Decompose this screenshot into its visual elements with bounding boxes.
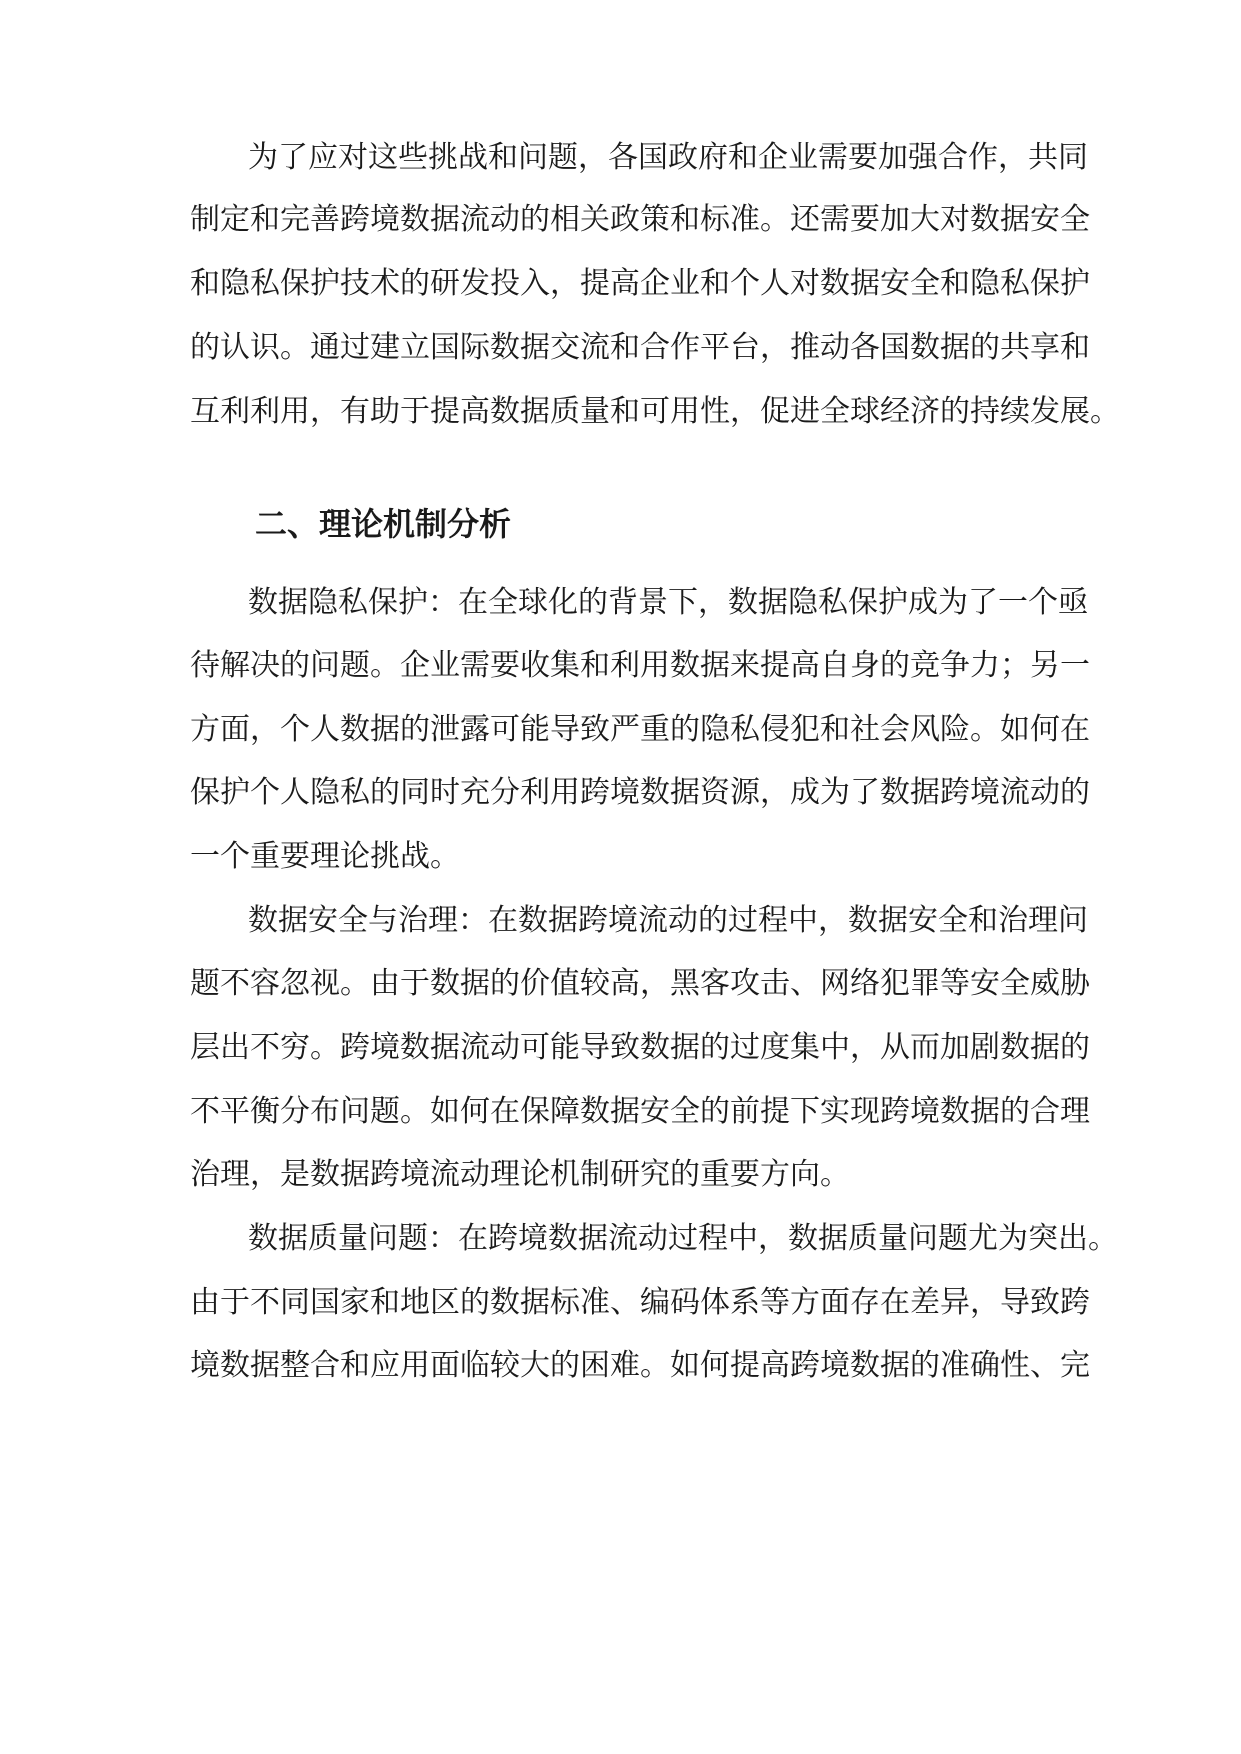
paragraph-3-line-1: 数据安全与治理：在数据跨境流动的过程中，数据安全和治理问 xyxy=(248,903,1088,938)
section-heading: 二、理论机制分析 xyxy=(255,505,512,543)
paragraph-2-line-4: 保护个人隐私的同时充分利用跨境数据资源，成为了数据跨境流动的 xyxy=(190,775,1090,810)
paragraph-1-line-2: 制定和完善跨境数据流动的相关政策和标准。还需要加大对数据安全 xyxy=(190,202,1090,237)
paragraph-2-line-2: 待解决的问题。企业需要收集和利用数据来提高自身的竞争力；另一 xyxy=(190,648,1090,683)
paragraph-3-line-5: 治理，是数据跨境流动理论机制研究的重要方向。 xyxy=(190,1157,850,1192)
paragraph-3-line-3: 层出不穷。跨境数据流动可能导致数据的过度集中，从而加剧数据的 xyxy=(190,1030,1090,1065)
paragraph-4-line-1: 数据质量问题：在跨境数据流动过程中，数据质量问题尤为突出。 xyxy=(248,1221,1118,1256)
paragraph-1-line-1: 为了应对这些挑战和问题，各国政府和企业需要加强合作，共同 xyxy=(248,140,1088,175)
paragraph-2-line-5: 一个重要理论挑战。 xyxy=(190,839,460,874)
paragraph-4-line-2: 由于不同国家和地区的数据标准、编码体系等方面存在差异，导致跨 xyxy=(190,1285,1090,1320)
paragraph-1-line-4: 的认识。通过建立国际数据交流和合作平台，推动各国数据的共享和 xyxy=(190,330,1090,365)
paragraph-3-line-4: 不平衡分布问题。如何在保障数据安全的前提下实现跨境数据的合理 xyxy=(190,1094,1090,1129)
paragraph-2-line-1: 数据隐私保护：在全球化的背景下，数据隐私保护成为了一个亟 xyxy=(248,585,1088,620)
paragraph-4-line-3: 境数据整合和应用面临较大的困难。如何提高跨境数据的准确性、完 xyxy=(190,1348,1090,1383)
paragraph-1-line-5: 互利利用，有助于提高数据质量和可用性，促进全球经济的持续发展。 xyxy=(190,394,1120,429)
paragraph-3-line-2: 题不容忽视。由于数据的价值较高，黑客攻击、网络犯罪等安全威胁 xyxy=(190,966,1090,1001)
paragraph-1-line-3: 和隐私保护技术的研发投入，提高企业和个人对数据安全和隐私保护 xyxy=(190,266,1090,301)
paragraph-2-line-3: 方面，个人数据的泄露可能导致严重的隐私侵犯和社会风险。如何在 xyxy=(190,712,1090,747)
